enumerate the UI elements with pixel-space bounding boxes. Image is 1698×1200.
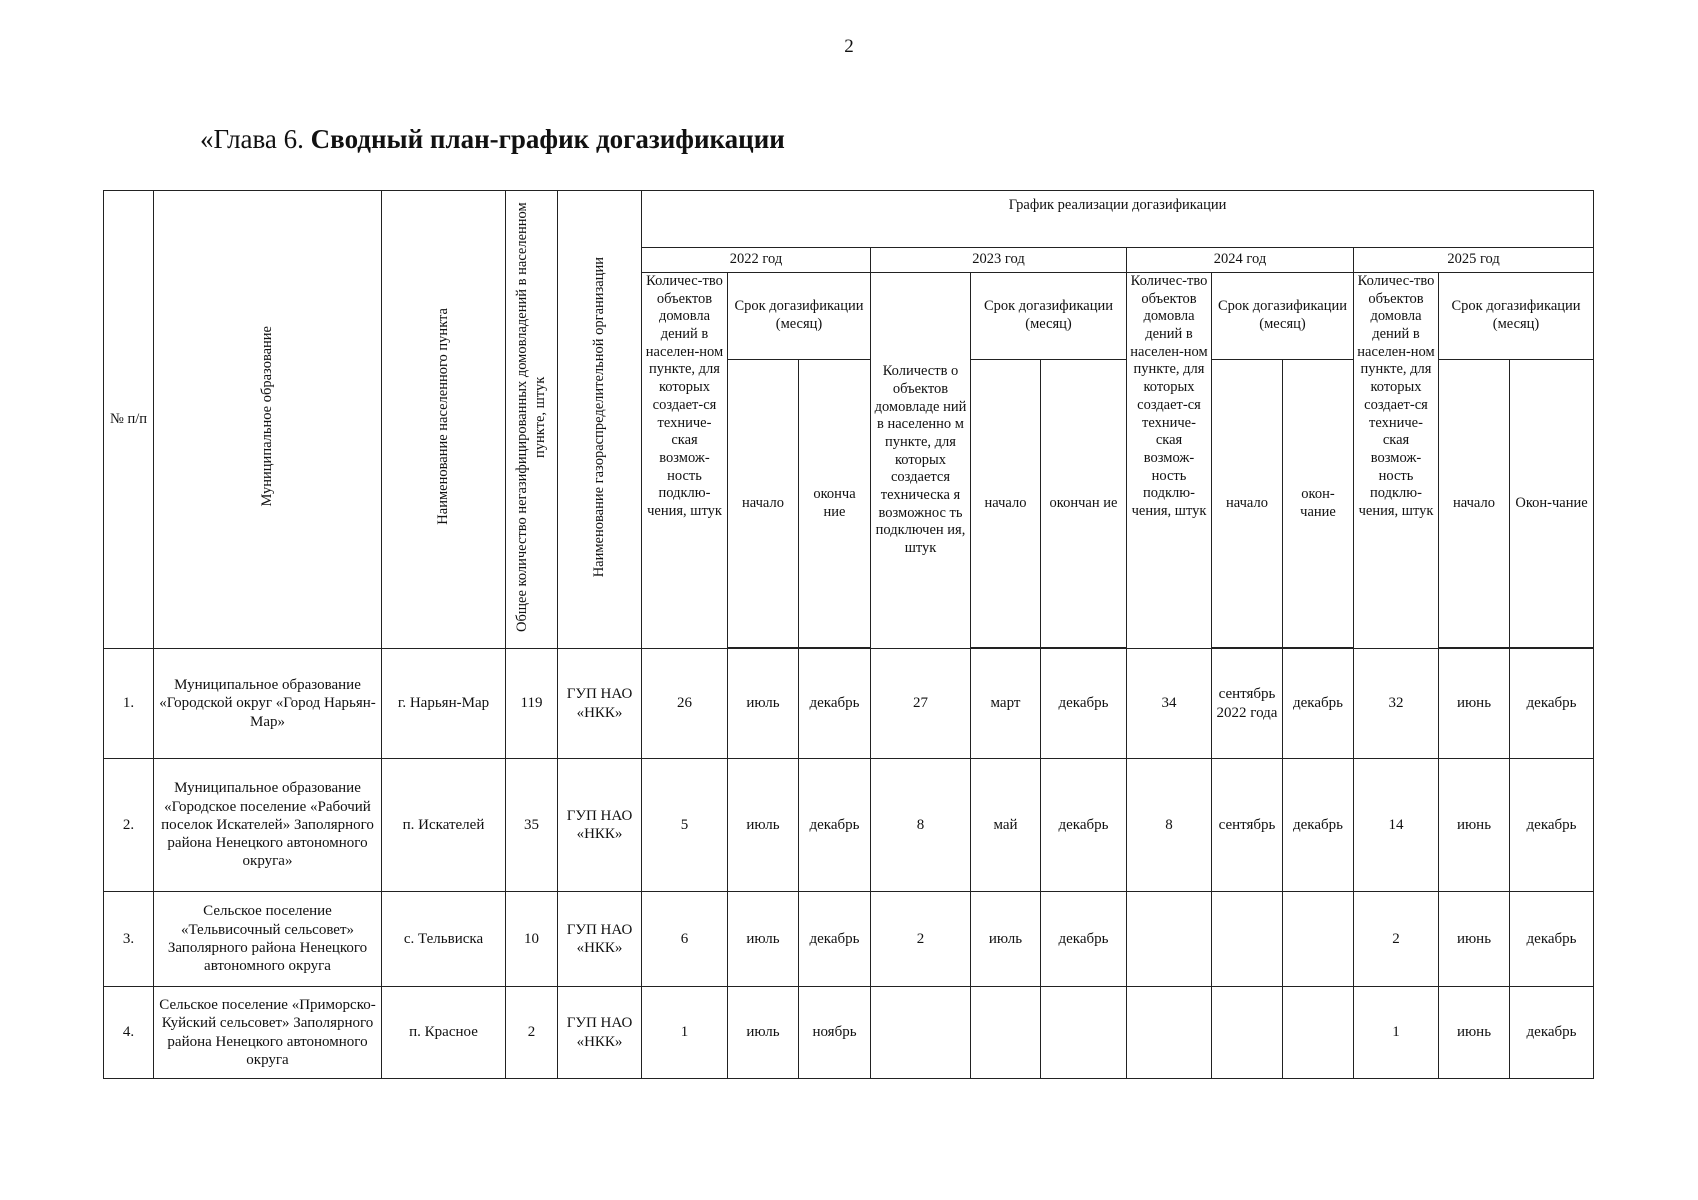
header-2025-start: начало	[1439, 360, 1510, 648]
row-2024-count: 34	[1127, 649, 1212, 759]
row-2025-start: июнь	[1439, 987, 1510, 1079]
table-row	[104, 892, 1594, 987]
header-2024-count: Количес-тво объектов домовла дений в населен-ном пункте, для которых создает-ся техниче-ская возмож-ность подклю-чения, штук	[1127, 273, 1212, 649]
chapter-title	[200, 124, 785, 155]
header-2024-term: Срок догазификации (месяц)	[1212, 273, 1354, 360]
row-2023-end: декабрь	[1041, 759, 1127, 892]
row-municipality: Сельское поселение «Тельвисочный сельсовет» Заполярного района Ненецкого автономного округа	[154, 892, 382, 987]
row-2023-start: июль	[971, 892, 1041, 987]
row-num: 4.	[104, 987, 154, 1079]
row-municipality: Муниципальное образование «Городской округ «Город Нарьян-Мар»	[154, 649, 382, 759]
row-2022-end: декабрь	[799, 892, 871, 987]
chapter-title-bold: Сводный план-график догазификации	[310, 124, 785, 154]
chapter-title-prefix: «Глава 6.	[200, 124, 311, 154]
row-num: 3.	[104, 892, 154, 987]
row-num: 2.	[104, 759, 154, 892]
row-2023-end: декабрь	[1041, 649, 1127, 759]
row-2022-start: июль	[728, 649, 799, 759]
header-2022-count: Количес-тво объектов домовла дений в населен-ном пункте, для которых создает-ся техниче-ская возмож-ность подклю-чения, штук	[642, 273, 728, 649]
table-row	[104, 987, 1594, 1079]
row-2023-start	[971, 987, 1041, 1079]
header-2023-end: окончан ие	[1041, 360, 1127, 648]
header-2023-start: начало	[971, 360, 1041, 648]
row-org: ГУП НАО «НКК»	[558, 892, 642, 987]
row-2025-count: 14	[1354, 759, 1439, 892]
row-org: ГУП НАО «НКК»	[558, 649, 642, 759]
row-2022-count: 6	[642, 892, 728, 987]
row-2023-count: 27	[871, 649, 971, 759]
row-total: 2	[506, 987, 558, 1079]
header-2022-end: оконча ние	[799, 360, 871, 648]
header-2023-term: Срок догазификации (месяц)	[971, 273, 1127, 360]
header-total-count	[506, 191, 558, 649]
row-2025-count: 1	[1354, 987, 1439, 1079]
row-2025-start: июнь	[1439, 759, 1510, 892]
header-2025-term: Срок догазификации (месяц)	[1439, 273, 1594, 360]
row-2022-start: июль	[728, 892, 799, 987]
row-settlement: с. Тельвиска	[382, 892, 506, 987]
row-settlement: г. Нарьян-Мар	[382, 649, 506, 759]
row-2022-start: июль	[728, 987, 799, 1079]
header-settlement-label: Наименование населенного пункта	[435, 308, 452, 525]
header-municipality	[154, 191, 382, 649]
row-settlement: п. Красное	[382, 987, 506, 1079]
header-year-2024: 2024 год	[1127, 248, 1354, 273]
row-municipality: Муниципальное образование «Городское поселение «Рабочий поселок Искателей» Заполярного района Ненецкого автономного округа»	[154, 759, 382, 892]
row-2023-end: декабрь	[1041, 892, 1127, 987]
row-2025-end: декабрь	[1510, 759, 1594, 892]
header-year-2023: 2023 год	[871, 248, 1127, 273]
row-2024-count	[1127, 892, 1212, 987]
row-2023-end	[1041, 987, 1127, 1079]
header-row-1	[104, 191, 1594, 248]
row-2024-end	[1283, 987, 1354, 1079]
row-2024-end	[1283, 892, 1354, 987]
header-total-count-label: Общее количество негазифицированных домовладений в населенном пункте, штук	[514, 201, 549, 632]
page-number: 2	[844, 36, 854, 57]
row-2025-start: июнь	[1439, 649, 1510, 759]
row-2025-end: декабрь	[1510, 649, 1594, 759]
row-2024-end: декабрь	[1283, 649, 1354, 759]
header-year-2025: 2025 год	[1354, 248, 1594, 273]
header-2022-term: Срок догазификации (месяц)	[728, 273, 871, 360]
row-municipality: Сельское поселение «Приморско-Куйский сельсовет» Заполярного района Ненецкого автономного округа	[154, 987, 382, 1079]
row-2025-end: декабрь	[1510, 892, 1594, 987]
row-2023-start: май	[971, 759, 1041, 892]
row-2024-start: сентябрь 2022 года	[1212, 649, 1283, 759]
row-2025-count: 32	[1354, 649, 1439, 759]
row-2025-count: 2	[1354, 892, 1439, 987]
row-2022-count: 26	[642, 649, 728, 759]
row-total: 35	[506, 759, 558, 892]
row-2024-count: 8	[1127, 759, 1212, 892]
row-num: 1.	[104, 649, 154, 759]
row-2022-count: 5	[642, 759, 728, 892]
row-2024-start: сентябрь	[1212, 759, 1283, 892]
gasification-schedule-table	[103, 190, 1594, 1079]
row-2024-end: декабрь	[1283, 759, 1354, 892]
row-2024-start	[1212, 987, 1283, 1079]
row-2023-start: март	[971, 649, 1041, 759]
row-settlement: п. Искателей	[382, 759, 506, 892]
row-2023-count: 2	[871, 892, 971, 987]
row-2023-count: 8	[871, 759, 971, 892]
row-2024-start	[1212, 892, 1283, 987]
row-total: 10	[506, 892, 558, 987]
table-row	[104, 649, 1594, 759]
row-2022-end: декабрь	[799, 649, 871, 759]
header-schedule: График реализации догазификации	[642, 191, 1594, 248]
header-municipality-label: Муниципальное образование	[259, 326, 276, 507]
row-org: ГУП НАО «НКК»	[558, 987, 642, 1079]
row-2022-start: июль	[728, 759, 799, 892]
header-2025-end: Окон-чание	[1510, 360, 1594, 648]
row-2025-start: июнь	[1439, 892, 1510, 987]
table-row	[104, 759, 1594, 892]
header-gas-org-label: Наименование газораспределительной организации	[591, 256, 608, 577]
row-total: 119	[506, 649, 558, 759]
header-2024-end: окон-чание	[1283, 360, 1354, 648]
row-2023-count	[871, 987, 971, 1079]
header-year-2022: 2022 год	[642, 248, 871, 273]
header-2022-start: начало	[728, 360, 799, 648]
row-org: ГУП НАО «НКК»	[558, 759, 642, 892]
row-2024-count	[1127, 987, 1212, 1079]
header-settlement	[382, 191, 506, 649]
header-num: № п/п	[104, 191, 154, 649]
row-2022-end: декабрь	[799, 759, 871, 892]
header-gas-org	[558, 191, 642, 649]
row-2025-end: декабрь	[1510, 987, 1594, 1079]
header-2024-start: начало	[1212, 360, 1283, 648]
header-2023-count: Количеств о объектов домовладе ний в населенно м пункте, для которых создается техническа я возможнос ть подключен ия, штук	[871, 273, 971, 649]
header-2025-count: Количес-тво объектов домовла дений в населен-ном пункте, для которых создает-ся техниче-ская возмож-ность подклю-чения, штук	[1354, 273, 1439, 649]
row-2022-end: ноябрь	[799, 987, 871, 1079]
row-2022-count: 1	[642, 987, 728, 1079]
